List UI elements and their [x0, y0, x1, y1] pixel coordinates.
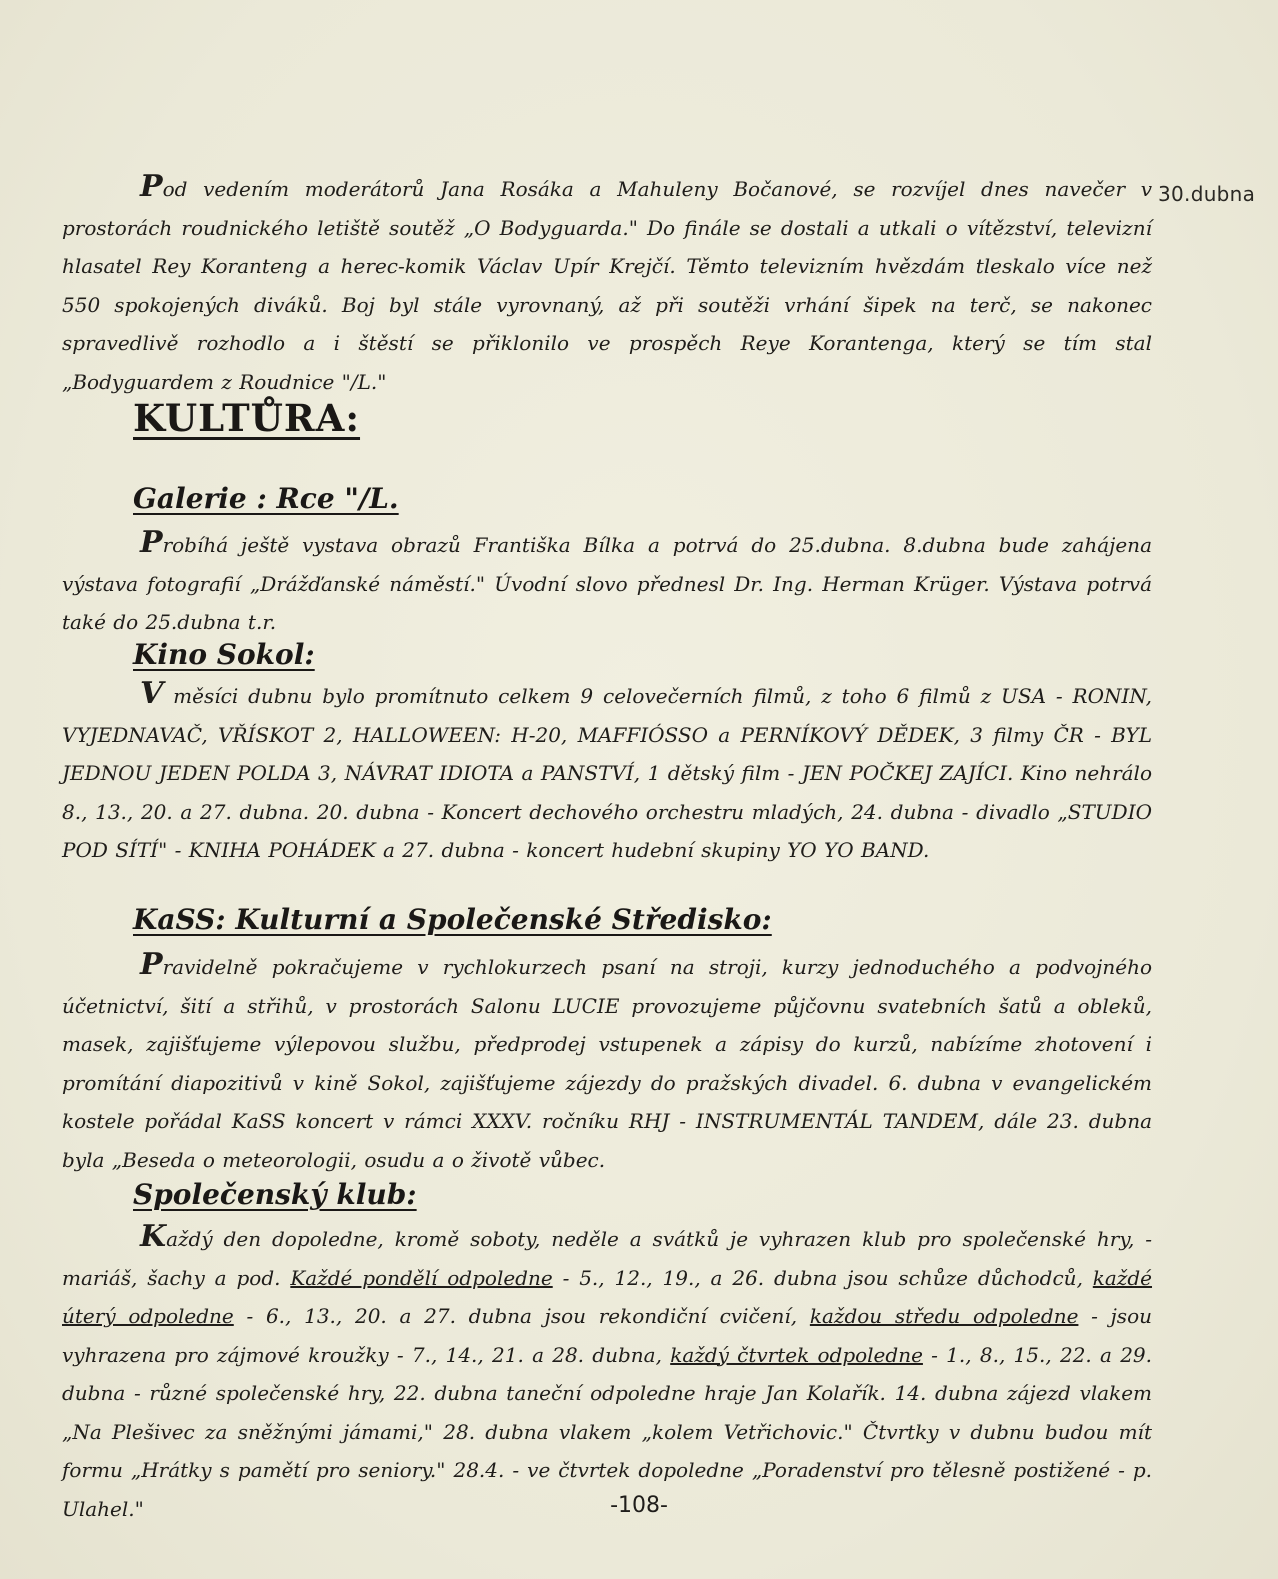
club-text-4: - jsou vyhrazena pro zájmové kroužky - 7., 14., 21. a 28. dubna,: [62, 1304, 1152, 1367]
page-number: -108-: [610, 1493, 668, 1518]
social-club-heading: Společenský klub:: [133, 1178, 417, 1211]
social-club-paragraph: [62, 1218, 1152, 1528]
cinema-heading: Kino Sokol:: [133, 638, 315, 671]
intro-paragraph: Pod vedením moderátorů Jana Rosáka a Mahuleny Bočanové, se rozvíjel dnes navečer v prostorách roudnického letiště soutěž „O Bodyguarda." Do finále se dostali a utkali o vítězství, televizní hlasatel Rey Koranteng a herec-komik Václav Upír Krejčí. Těmto televizním hvězdám tleskalo více než 550 spokojených diváků. Boj byl stále vyrovnaný, až při soutěži vrhání šipek na terč, se nakonec spravedlivě rozhodlo a i štěstí se přiklonilo ve prospěch Reye Korantenga, který se tím stal „Bodyguardem z Roudnice "/L.": [62, 169, 1152, 394]
club-underlined-tuesday: každé úterý odpoledne: [62, 1265, 1153, 1328]
club-text-1: Každý den dopoledne, kromě soboty, neděle a svátků je vyhrazen klub pro společenské hry, - mariáš, šachy a pod.: [62, 1219, 1152, 1290]
culture-heading: KULTŮRA:: [133, 396, 361, 440]
club-text-2: - 5., 12., 19., a 26. dubna jsou schůze důchodců,: [552, 1265, 1093, 1290]
gallery-heading: Galerie : Rce "/L.: [133, 482, 399, 515]
margin-date-note: 30.dubna: [1158, 182, 1256, 206]
kass-paragraph: Pravidelně pokračujeme v rychlokurzech psaní na stroji, kurzy jednoduchého a podvojného účetnictví, šití a střihů, v prostorách Salonu LUCIE provozujeme půjčovnu svatebních šatů a obleků, masek, zajišťujeme výlepovou službu, předprodej vstupenek a zápisy do kurzů, nabízíme zhotovení i promítání diapozitivů v kině Sokol, zajišťujeme zájezdy do pražských divadel. 6. dubna v evangelickém kostele pořádal KaSS koncert v rámci XXXV. ročníku RHJ - INSTRUMENTÁL TANDEM, dále 23. dubna byla „Beseda o meteorologii, osudu a o životě vůbec.: [62, 947, 1152, 1172]
club-text-3: - 6., 13., 20. a 27. dubna jsou rekondiční cvičení,: [233, 1304, 810, 1328]
club-underlined-wednesday: každou středu odpoledne: [809, 1304, 1079, 1328]
kass-heading: KaSS: Kulturní a Společenské Středisko:: [133, 903, 772, 936]
cinema-paragraph: V měsíci dubnu bylo promítnuto celkem 9 celovečerních filmů, z toho 6 filmů z USA - RONIN, VYJEDNAVAČ, VŘÍSKOT 2, HALLOWEEN: H-20, MAFFIÓSSO a PERNÍKOVÝ DĚDEK, 3 filmy ČR - BYL JEDNOU JEDEN POLDA 3, NÁVRAT IDIOTA a PANSTVÍ, 1 dětský film - JEN POČKEJ ZAJÍCI. Kino nehrálo 8., 13., 20. a 27. dubna. 20. dubna - Koncert dechového orchestru mladých, 24. dubna - divadlo „STUDIO POD SÍTÍ" - KNIHA POHÁDEK a 27. dubna - koncert hudební skupiny YO YO BAND.: [62, 676, 1152, 862]
club-underlined-monday: Každé pondělí odpoledne: [290, 1265, 553, 1290]
club-underlined-thursday: každý čtvrtek odpoledne: [670, 1342, 923, 1367]
gallery-paragraph: Probíhá ještě vystava obrazů Františka Bílka a potrvá do 25.dubna. 8.dubna bude zahájena výstava fotografií „Drážďanské náměstí." Úvodní slovo přednesl Dr. Ing. Herman Krüger. Výstava potrvá také do 25.dubna t.r.: [62, 525, 1152, 634]
club-text-5: - 1., 8., 15., 22. a 29. dubna - různé společenské hry, 22. dubna taneční odpoledne hraje Jan Kolařík. 14. dubna zájezd vlakem „Na Plešivec za sněžnými jámami," 28. dubna vlakem „kolem Vetřichovic." Čtvrtky v dubnu budou mít formu „Hrátky s pamětí pro seniory." 28.4. - ve čtvrtek dopoledne „Poradenství pro tělesně postižené - p. Ulahel.": [62, 1342, 1153, 1521]
